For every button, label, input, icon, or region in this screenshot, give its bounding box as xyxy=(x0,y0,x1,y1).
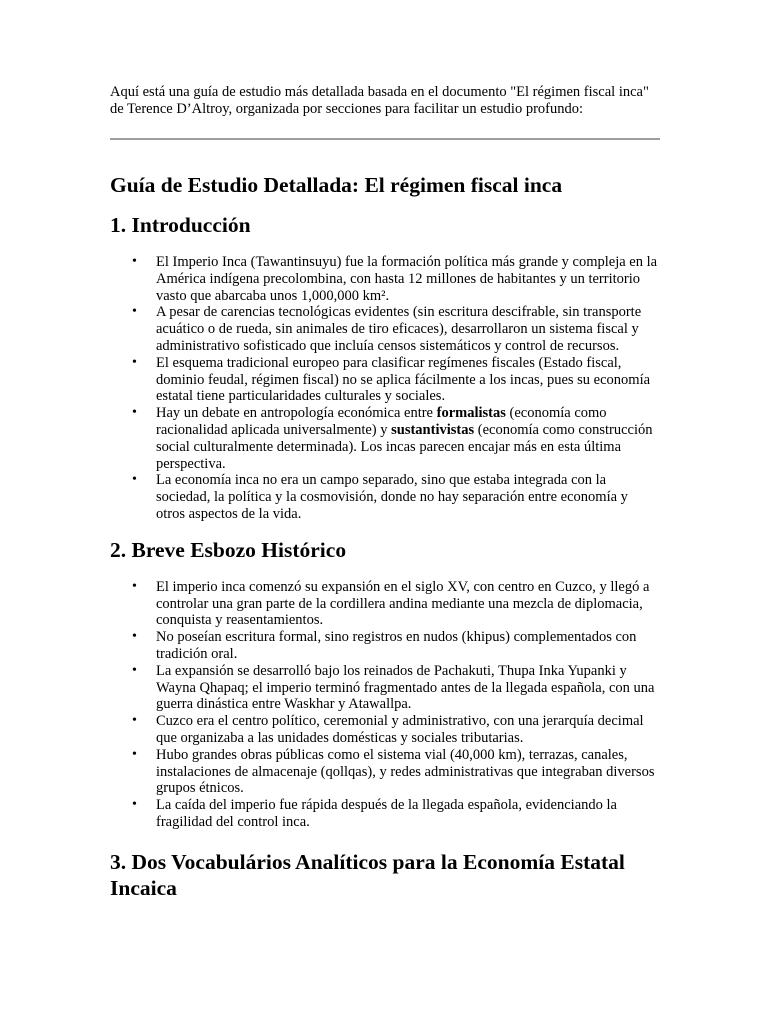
section-heading-introduccion: 1. Introducción xyxy=(110,213,251,237)
section-heading-vocabularios: 3. Dos Vocabulários Analíticos para la Economía Estatal Incaica xyxy=(110,849,625,900)
list-item: • Hubo grandes obras públicas como el sistema vial (40,000 km), terrazas, canales, instalaciones de almacenaje (qollqas), y redes administrativas que integraban diversos grupos étnicos. xyxy=(156,747,660,797)
intro-paragraph: Aquí está una guía de estudio más detallada basada en el documento "El régimen fiscal inca" de Terence D’Altroy, organizada por secciones para facilitar un estudio profundo: xyxy=(110,84,649,117)
list-item: • No poseían escritura formal, sino registros en nudos (khipus) complementados con tradición oral. xyxy=(156,629,660,663)
list-item-text: (economía como construcción social culturalmente determinada). Los incas parecen encajar más en esta última perspectiva. xyxy=(156,421,653,472)
list-item: • El Imperio Inca (Tawantinsuyu) fue la formación política más grande y compleja en la América indígena precolombina, con hasta 12 millones de habitantes y un territorio vasto que abarcaba unos 1,000,000 km². xyxy=(156,254,660,304)
list-item-text: Hay un debate en antropología económica entre xyxy=(156,405,437,422)
list-item: • El esquema tradicional europeo para clasificar regímenes fiscales (Estado fiscal, dominio feudal, régimen fiscal) no se aplica fácilmente a los incas, pues su economía estatal tiene particularidades culturales y sociales. xyxy=(156,355,660,405)
list-item: • La economía inca no era un campo separado, sino que estaba integrada con la sociedad, la política y la cosmovisión, donde no hay separación entre economía y otros aspectos de la vida. xyxy=(156,472,660,522)
horizontal-rule xyxy=(110,138,660,140)
document-title: Guía de Estudio Detallada: El régimen fiscal inca xyxy=(110,173,563,197)
list-item-text: (economía como racionalidad aplicada universalmente) y xyxy=(156,405,607,438)
list-item: • A pesar de carencias tecnológicas evidentes (sin escritura descifrable, sin transporte acuático o de rueda, sin animales de tiro eficaces), desarrollaron un sistema fiscal y administrativo sofisticado que incluía censos sistemáticos y control de recursos. xyxy=(156,304,660,354)
bold-term-formalistas: formalistas xyxy=(436,405,506,422)
list-item: • La expansión se desarrolló bajo los reinados de Pachakuti, Thupa Inka Yupanki y Wayna Qhapaq; el imperio terminó fragmentado antes de la llegada española, con una guerra dinástica entre Waskhar y Atawallpa. xyxy=(156,663,660,713)
document-content xyxy=(110,84,660,901)
bullet-list-introduccion xyxy=(110,254,660,523)
section-heading-esbozo-historico: 2. Breve Esbozo Histórico xyxy=(110,537,347,562)
list-item: • El imperio inca comenzó su expansión en el siglo XV, con centro en Cuzco, y llegó a controlar una gran parte de la cordillera andina mediante una mezcla de diplomacia, conquista y reasentamientos. xyxy=(156,579,660,629)
list-item xyxy=(156,405,660,472)
bullet-list-esbozo-historico xyxy=(110,579,660,831)
bold-term-sustantivistas: sustantivistas xyxy=(391,421,475,438)
list-item: • Cuzco era el centro político, ceremonial y administrativo, con una jerarquía decimal que organizaba a las unidades domésticas y sociales tributarias. xyxy=(156,713,660,747)
list-item: • La caída del imperio fue rápida después de la llegada española, evidenciando la fragilidad del control inca. xyxy=(156,797,660,831)
